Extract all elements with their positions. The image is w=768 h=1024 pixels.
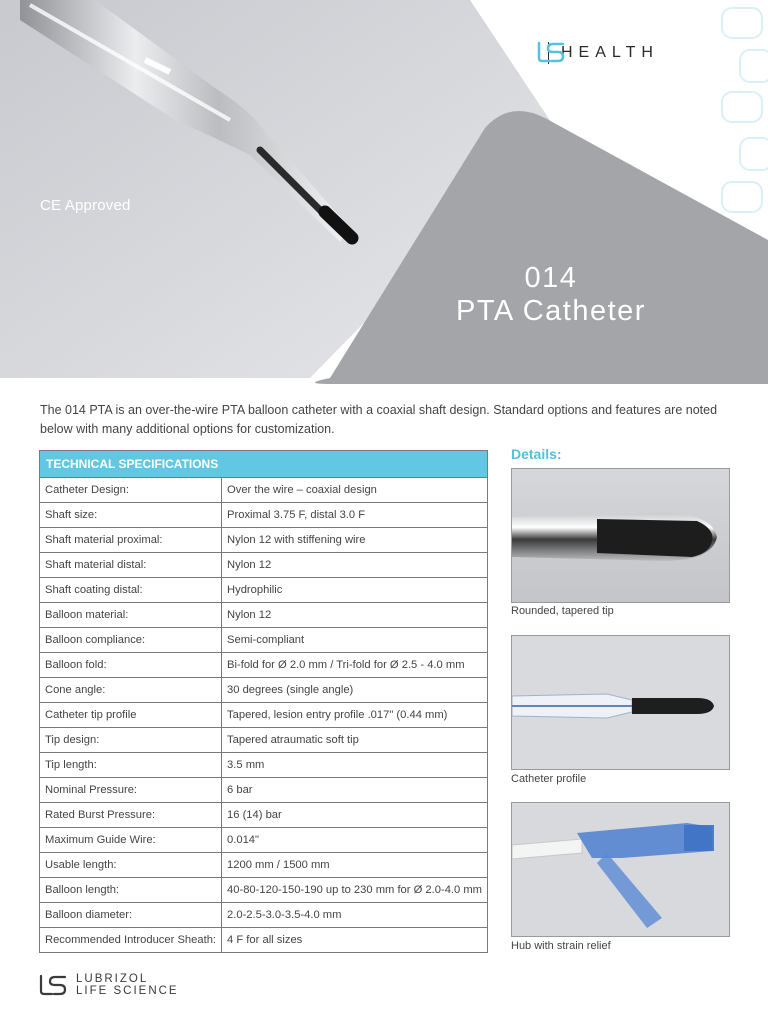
table-row [40,728,488,753]
table-body [40,478,488,953]
spec-label: Cone angle: [40,678,222,703]
spec-label: Balloon compliance: [40,628,222,653]
footer-line-2: LIFE SCIENCE [76,985,179,997]
spec-value: Nylon 12 [222,553,488,578]
caption-tip: Rounded, tapered tip [511,605,614,617]
spec-label: Shaft material distal: [40,553,222,578]
spec-value: Over the wire – coaxial design [222,478,488,503]
spec-value: Nylon 12 with stiffening wire [222,528,488,553]
spec-value: Tapered, lesion entry profile .017" (0.44 mm) [222,703,488,728]
specifications-table [39,450,488,953]
spec-label: Tip length: [40,753,222,778]
table-row [40,903,488,928]
title-line-2: PTA Catheter [456,295,646,327]
brand-logo [536,40,659,66]
spec-label: Balloon fold: [40,653,222,678]
table-row [40,603,488,628]
spec-value: 3.5 mm [222,753,488,778]
table-row [40,853,488,878]
spec-value: 0.014" [222,828,488,853]
detail-photo-tip [511,468,730,603]
spec-label: Catheter tip profile [40,703,222,728]
spec-label: Nominal Pressure: [40,778,222,803]
hero-banner [0,0,768,392]
table-row [40,803,488,828]
spec-label: Maximum Guide Wire: [40,828,222,853]
table-row [40,478,488,503]
footer-logo [38,973,179,997]
spec-value: 30 degrees (single angle) [222,678,488,703]
detail-photo-profile [511,635,730,770]
intro-paragraph: The 014 PTA is an over-the-wire PTA balloon catheter with a coaxial shaft design. Standard options and features are noted below with many additional options for customization. [40,403,718,436]
table-row [40,828,488,853]
table-row [40,528,488,553]
spec-value: Proximal 3.75 F, distal 3.0 F [222,503,488,528]
table-row [40,578,488,603]
title-line-1: 014 [524,262,578,294]
table-row [40,653,488,678]
table-row [40,503,488,528]
ce-approved-label: CE Approved [40,197,131,214]
spec-label: Catheter Design: [40,478,222,503]
spec-value: Tapered atraumatic soft tip [222,728,488,753]
spec-value: 1200 mm / 1500 mm [222,853,488,878]
spec-label: Shaft material proximal: [40,528,222,553]
footer-wordmark [76,973,179,997]
spec-label: Balloon diameter: [40,903,222,928]
detail-photo-hub [511,802,730,937]
spec-value: 40-80-120-150-190 up to 230 mm for Ø 2.0-4.0 mm [222,878,488,903]
details-heading: Details: [511,446,562,462]
product-title [410,262,692,328]
table-row [40,628,488,653]
ls-logo-icon [536,40,566,64]
table-row [40,778,488,803]
spec-label: Shaft coating distal: [40,578,222,603]
spec-label: Tip design: [40,728,222,753]
caption-hub: Hub with strain relief [511,940,611,952]
spec-value: Bi-fold for Ø 2.0 mm / Tri-fold for Ø 2.5 - 4.0 mm [222,653,488,678]
spec-value: Semi-compliant [222,628,488,653]
spec-value: 16 (14) bar [222,803,488,828]
spec-value: 6 bar [222,778,488,803]
spec-label: Rated Burst Pressure: [40,803,222,828]
spec-value: 4 F for all sizes [222,928,488,953]
table-row [40,928,488,953]
table-row [40,878,488,903]
caption-profile: Catheter profile [511,773,587,785]
spec-value: 2.0-2.5-3.0-3.5-4.0 mm [222,903,488,928]
spec-label: Usable length: [40,853,222,878]
spec-value: Hydrophilic [222,578,488,603]
spec-label: Shaft size: [40,503,222,528]
spec-label: Balloon length: [40,878,222,903]
brand-name: HEALTH [561,44,659,61]
table-row [40,703,488,728]
footer-line-1: LUBRIZOL [76,973,149,985]
table-header: TECHNICAL SPECIFICATIONS [40,451,488,478]
spec-value: Nylon 12 [222,603,488,628]
spec-label: Recommended Introducer Sheath: [40,928,222,953]
spec-label: Balloon material: [40,603,222,628]
table-row [40,753,488,778]
table-row [40,678,488,703]
table-row [40,553,488,578]
lubrizol-logo-icon [38,973,68,997]
